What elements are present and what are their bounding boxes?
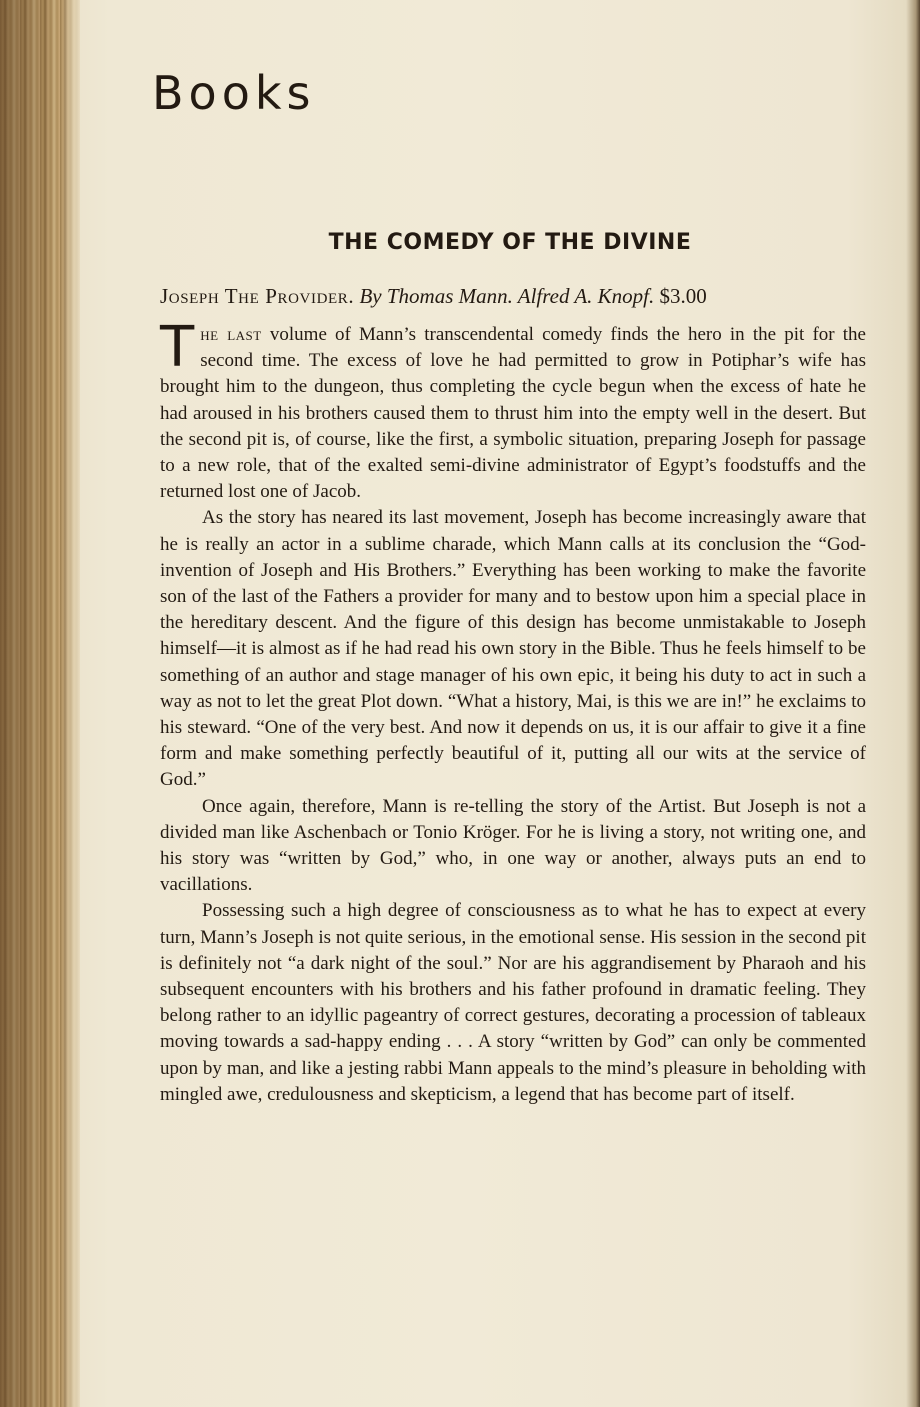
paragraph-1 — [160, 315, 866, 505]
right-page-edge — [906, 0, 920, 1407]
drop-cap: T — [160, 315, 195, 380]
review-byline — [160, 284, 880, 309]
review-body — [160, 315, 866, 1108]
binding-shadow — [0, 0, 80, 1407]
review-title: THE COMEDY OF THE DIVINE — [328, 230, 692, 255]
book-title: Joseph The Provider. — [160, 284, 355, 308]
paragraph-1-text: volume of Mann’s transcendental comedy finds the hero in the pit for the second time. The excess of love he had permitted to grow in Potiphar’s wife has brought him to the dungeon, thus completing the cycle begun when the excess of hate he had aroused in his brothers caused them to thrust him into the empty well in the desert. But the second pit is, of course, like the first, a symbolic situation, preparing Joseph for passage to a new role, that of the exalted semi-divine administrator of Egypt’s foodstuffs and the returned lost one of Jacob. — [160, 324, 866, 503]
book-price: $3.00 — [659, 284, 707, 308]
section-heading: Books — [152, 66, 316, 120]
paragraph-3: Once again, therefore, Mann is re-telling the story of the Artist. But Joseph is not a divided man like Aschenbach or Tonio Kröger. For he is living a story, not writing one, and his story was “written by God,” who, in one way or another, always puts an end to vacillations. — [160, 795, 866, 896]
paragraph-2: As the story has neared its last movement, Joseph has become increasingly aware that he is really an actor in a sublime charade, which Mann calls at its conclusion the “God-invention of Joseph and His Brothers.” Everything has been working to make the favorite son of the last of the Fathers a provider for many and to bestow upon him a special place in the hereditary descent. And the figure of this design has become unmistakable to Joseph himself—it is almost as if he had read his own story in the Bible. Thus he feels himself to be something of an author and stage manager of his own epic, it being his duty to act in such a way as not to let the great Plot down. “What a history, Mai, is this we are in!” he exclaims to his steward. “One of the very best. And now it depends on us, it is our affair to give it a fine form and make something perfectly beautiful of it, putting all our wits at the service of God.” — [160, 507, 866, 791]
book-author-publisher: By Thomas Mann. Alfred A. Knopf. — [359, 284, 655, 308]
lead-words: he last — [200, 324, 262, 345]
paragraph-4: Possessing such a high degree of consciousness as to what he has to expect at every turn, Mann’s Joseph is not quite serious, in the emotional sense. His session in the second pit is definitely not “a dark night of the soul.” Nor are his aggrandisement by Pharaoh and his subsequent encounters with his brothers and his father profound in dramatic feeling. They belong rather to an idyllic pageantry of correct gestures, decorating a procession of tableaux moving towards a sad-happy ending . . . A story “written by God” can only be commented upon by man, and like a jesting rabbi Mann appeals to the mind’s pleasure in beholding with mingled awe, credulousness and skepticism, a legend that has become part of itself. — [160, 900, 866, 1105]
